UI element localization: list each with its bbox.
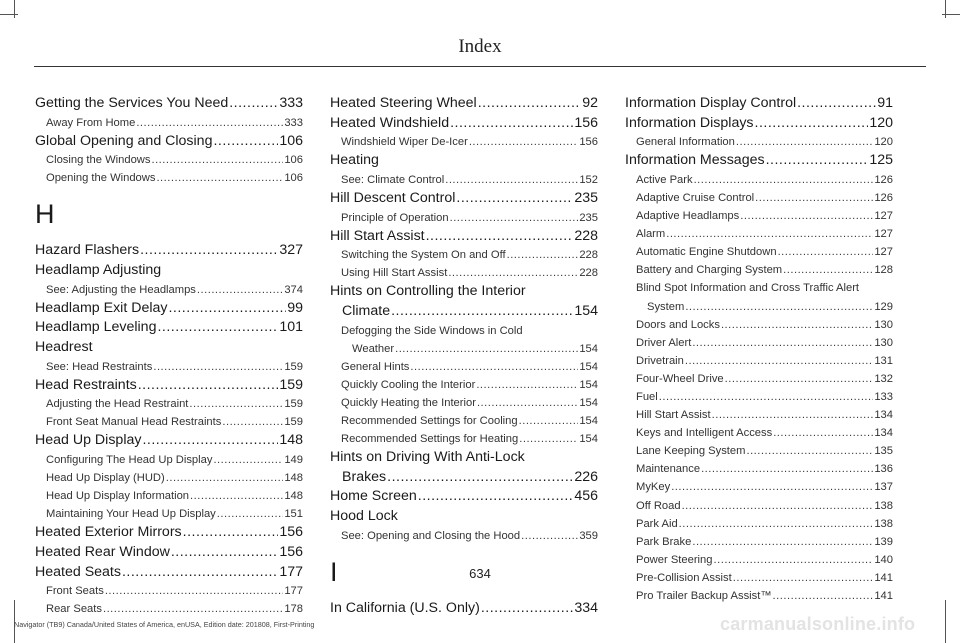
entry-label: Adjusting the Head Restraint <box>46 398 189 411</box>
entry-label: Head Up Display (HUD) <box>46 472 165 485</box>
dot-leader <box>140 241 278 261</box>
crop-mark <box>0 14 18 15</box>
dot-leader <box>157 318 278 338</box>
index-subentry[interactable] <box>35 151 303 169</box>
dot-leader <box>755 114 869 134</box>
dot-leader <box>391 302 573 322</box>
entry-label: Switching the System On and Off <box>341 249 506 262</box>
dot-leader <box>740 207 873 225</box>
entry-page-number: 101 <box>279 319 303 336</box>
entry-page-number: 137 <box>874 481 893 494</box>
index-letter-heading: H <box>35 199 55 230</box>
dot-leader <box>679 515 874 533</box>
header-rule <box>34 66 926 67</box>
entry-label: Information Messages <box>625 152 765 169</box>
entry-page-number: 139 <box>874 535 893 548</box>
entry-page-number: 156 <box>279 543 303 560</box>
index-subentry[interactable] <box>35 600 303 618</box>
dot-leader <box>217 505 284 523</box>
dot-leader <box>766 151 869 171</box>
dot-leader <box>213 132 278 152</box>
dot-leader <box>507 246 579 264</box>
entry-page-number: 154 <box>579 342 598 355</box>
entry-label: System <box>647 300 685 313</box>
index-subentry[interactable] <box>35 469 303 487</box>
entry-label: See: Head Restraints <box>46 360 153 373</box>
dot-leader <box>701 460 873 478</box>
index-subentry[interactable] <box>330 246 598 264</box>
entry-label: Away From Home <box>46 116 136 129</box>
entry-page-number: 159 <box>284 416 303 429</box>
entry-label: Recommended Settings for Cooling <box>341 415 518 428</box>
entry-label: Hill Start Assist <box>636 409 711 422</box>
entry-label: Quickly Heating the Interior <box>341 397 476 409</box>
entry-page-number: 154 <box>579 415 598 428</box>
dot-leader <box>105 582 284 600</box>
entry-page-number: 374 <box>284 283 303 296</box>
entry-label: Maintaining Your Head Up Display <box>46 508 216 521</box>
entry-page-number: 154 <box>579 397 598 409</box>
index-entry[interactable] <box>330 487 598 507</box>
index-subentry[interactable] <box>625 533 893 551</box>
index-subentry[interactable] <box>625 497 893 515</box>
entry-page-number: 140 <box>874 553 893 566</box>
entry-page-number: 177 <box>279 563 303 580</box>
dot-leader <box>666 225 873 243</box>
entry-page-number: 235 <box>579 211 598 224</box>
entry-label: Head Restraints <box>35 376 137 393</box>
entry-label: See: Climate Control <box>341 173 445 186</box>
index-subentry[interactable] <box>625 207 893 225</box>
entry-label: Head Up Display <box>35 432 142 449</box>
index-subentry[interactable] <box>330 171 598 189</box>
entry-page-number: 127 <box>874 246 893 259</box>
dot-leader <box>213 451 283 469</box>
entry-label: Keys and Intelligent Access <box>636 427 773 440</box>
entry-page-number: 148 <box>284 472 303 485</box>
entry-label: General Hints <box>341 360 410 373</box>
entry-label: Heated Windshield <box>330 114 450 131</box>
index-subentry[interactable] <box>35 451 303 469</box>
index-entry[interactable] <box>330 94 598 114</box>
entry-label: Information Displays <box>625 114 754 131</box>
dot-leader <box>197 281 283 299</box>
index-subentry[interactable] <box>330 340 598 358</box>
page-title: Index <box>458 36 502 57</box>
entry-label: Global Opening and Closing <box>35 132 213 149</box>
entry-page-number: 333 <box>284 116 303 129</box>
entry-page-number: 333 <box>279 95 303 111</box>
entry-page-number: 106 <box>284 172 303 185</box>
entry-page-number: 133 <box>874 391 893 403</box>
index-subentry[interactable] <box>625 316 893 334</box>
entry-page-number: 126 <box>874 173 893 186</box>
entry-page-number: 456 <box>574 488 598 505</box>
index-subentry[interactable] <box>330 430 598 448</box>
entry-page-number: 129 <box>874 300 893 313</box>
entry-label: Quickly Cooling the Interior <box>341 378 476 391</box>
dot-leader <box>168 299 286 319</box>
entry-label: Configuring The Head Up Display <box>46 454 213 466</box>
entry-page-number: 152 <box>579 173 598 186</box>
dot-leader <box>746 442 873 460</box>
entry-label: Park Aid <box>636 517 678 530</box>
index-subentry[interactable] <box>330 264 598 282</box>
index-subentry[interactable] <box>625 171 893 189</box>
dot-leader <box>426 227 574 247</box>
dot-leader <box>229 94 278 114</box>
dot-leader <box>692 533 873 551</box>
index-subentry[interactable] <box>625 261 893 279</box>
dot-leader <box>469 133 579 151</box>
entry-page-number: 134 <box>874 409 893 422</box>
index-subentry[interactable] <box>625 133 893 151</box>
index-entry[interactable] <box>35 523 303 543</box>
entry-page-number: 148 <box>284 490 303 503</box>
index-subentry[interactable] <box>35 358 303 376</box>
entry-page-number: 154 <box>579 378 598 391</box>
dot-leader <box>773 424 873 442</box>
index-entry[interactable] <box>35 431 303 451</box>
dot-leader <box>521 527 578 545</box>
entry-page-number: 156 <box>574 114 598 131</box>
dot-leader <box>797 94 876 114</box>
index-subentry[interactable] <box>35 114 303 132</box>
entry-label: Climate <box>342 303 391 320</box>
entry-page-number: 151 <box>284 508 303 521</box>
entry-label: Home Screen <box>330 488 417 505</box>
entry-label: Front Seats <box>46 585 104 598</box>
entry-page-number: 135 <box>874 445 893 458</box>
entry-page-number: 156 <box>579 136 598 149</box>
dot-leader <box>190 487 283 505</box>
dot-leader <box>222 413 283 431</box>
entry-page-number: 126 <box>874 191 893 204</box>
index-subentry[interactable] <box>625 515 893 533</box>
entry-page-number: 127 <box>874 210 893 223</box>
index-letter-heading: I <box>330 556 338 587</box>
entry-label: Heated Seats <box>35 563 121 580</box>
dot-leader <box>103 600 283 618</box>
dot-leader <box>519 430 578 448</box>
index-entry-heading: Heating <box>330 152 379 169</box>
entry-label: Four-Wheel Drive <box>636 372 724 385</box>
entry-label: Pre-Collision Assist <box>636 571 732 584</box>
entry-label: Alarm <box>636 228 666 241</box>
crop-mark <box>945 600 946 643</box>
watermark: carmanualsonline.info <box>720 614 916 634</box>
entry-page-number: 226 <box>574 468 598 485</box>
entry-label: Driver Alert <box>636 336 692 349</box>
entry-page-number: 120 <box>869 114 893 131</box>
dot-leader <box>189 395 283 413</box>
index-entry[interactable] <box>330 114 598 134</box>
entry-page-number: 130 <box>874 318 893 331</box>
entry-page-number: 141 <box>874 571 893 584</box>
index-entry[interactable] <box>35 318 303 338</box>
entry-page-number: 228 <box>574 227 598 244</box>
entry-page-number: 106 <box>284 154 303 167</box>
dot-leader <box>778 243 874 261</box>
index-entry[interactable] <box>330 189 598 209</box>
entry-label: See: Opening and Closing the Hood <box>341 529 521 542</box>
entry-page-number: 91 <box>877 95 893 111</box>
entry-label: Hill Start Assist <box>330 227 425 244</box>
crop-mark <box>945 0 946 18</box>
index-entry[interactable] <box>35 241 303 261</box>
entry-label: Adaptive Headlamps <box>636 210 740 223</box>
index-entry[interactable] <box>625 94 893 114</box>
entry-page-number: 130 <box>874 336 893 349</box>
index-subentry[interactable] <box>35 487 303 505</box>
dot-leader <box>685 298 873 316</box>
entry-label: Opening the Windows <box>46 172 156 185</box>
index-entry[interactable] <box>330 599 598 619</box>
dot-leader <box>692 334 873 352</box>
entry-label: Getting the Services You Need <box>35 95 229 111</box>
dot-leader <box>725 370 874 388</box>
index-subentry[interactable] <box>625 388 893 406</box>
dot-leader <box>685 352 873 370</box>
dot-leader <box>156 169 283 187</box>
entry-page-number: 228 <box>579 249 598 262</box>
entry-label: Off Road <box>636 499 681 512</box>
entry-label: Headlamp Leveling <box>35 319 157 336</box>
entry-label: Hazard Flashers <box>35 242 140 259</box>
entry-page-number: 127 <box>874 228 893 241</box>
index-subentry-heading: Blind Spot Information and Cross Traffic Alert <box>636 282 860 295</box>
dot-leader <box>151 151 283 169</box>
index-entry[interactable] <box>330 468 598 488</box>
entry-page-number: 177 <box>284 585 303 598</box>
entry-label: Recommended Settings for Heating <box>341 433 519 446</box>
entry-page-number: 159 <box>279 376 303 393</box>
index-column-3 <box>625 94 893 605</box>
index-subentry[interactable] <box>330 376 598 394</box>
entry-page-number: 99 <box>287 299 303 316</box>
entry-label: Front Seat Manual Head Restraints <box>46 416 222 429</box>
entry-page-number: 154 <box>579 360 598 373</box>
dot-leader <box>671 478 873 496</box>
entry-label: Heated Exterior Mirrors <box>35 524 182 541</box>
index-subentry[interactable] <box>625 334 893 352</box>
index-subentry[interactable] <box>35 505 303 523</box>
entry-label: Park Brake <box>636 535 692 548</box>
dot-leader <box>136 114 283 132</box>
index-subentry[interactable] <box>35 281 303 299</box>
entry-label: Fuel <box>636 391 658 403</box>
entry-label: In California (U.S. Only) <box>330 599 480 616</box>
dot-leader <box>755 189 873 207</box>
index-subentry[interactable] <box>625 370 893 388</box>
page-number: 634 <box>469 566 491 581</box>
footer-text: Navigator (TB9) Canada/United States of America, enUSA, Edition date: 201808, First-Printing <box>14 620 315 629</box>
entry-label: MyKey <box>636 481 671 494</box>
index-entry-heading: Hints on Driving With Anti-Lock <box>330 449 525 466</box>
entry-page-number: 327 <box>279 242 303 259</box>
entry-label: Active Park <box>636 173 693 186</box>
index-subentry[interactable] <box>330 358 598 376</box>
entry-label: Power Steering <box>636 553 713 566</box>
entry-page-number: 334 <box>574 599 598 616</box>
entry-label: Principle of Operation <box>341 211 449 224</box>
entry-page-number: 228 <box>579 267 598 280</box>
dot-leader <box>418 487 574 507</box>
entry-page-number: 159 <box>284 398 303 411</box>
entry-label: Doors and Locks <box>636 318 720 331</box>
index-subentry[interactable] <box>625 587 893 605</box>
entry-page-number: 106 <box>279 132 303 149</box>
entry-page-number: 235 <box>574 189 598 206</box>
dot-leader <box>445 171 578 189</box>
index-subentry[interactable] <box>330 527 598 545</box>
entry-label: Using Hill Start Assist <box>341 267 448 280</box>
entry-label: Automatic Engine Shutdown <box>636 246 777 259</box>
entry-label: Adaptive Cruise Control <box>636 191 755 204</box>
dot-leader <box>477 394 578 412</box>
entry-label: Weather <box>352 342 395 355</box>
entry-label: Brakes <box>342 468 387 485</box>
dot-leader <box>166 469 284 487</box>
entry-label: Heated Rear Window <box>35 543 170 560</box>
index-subentry[interactable] <box>35 582 303 600</box>
entry-label: Drivetrain <box>636 354 684 367</box>
entry-page-number: 132 <box>874 372 893 385</box>
index-subentry[interactable] <box>625 298 893 316</box>
index-subentry[interactable] <box>35 413 303 431</box>
entry-page-number: 156 <box>279 524 303 541</box>
entry-label: Headlamp Exit Delay <box>35 299 168 316</box>
entry-label: Lane Keeping System <box>636 445 746 458</box>
dot-leader <box>142 431 278 451</box>
dot-leader <box>387 468 573 488</box>
index-entry[interactable] <box>35 543 303 563</box>
entry-page-number: 120 <box>874 136 893 149</box>
entry-page-number: 154 <box>574 303 598 320</box>
index-entry[interactable] <box>625 114 893 134</box>
entry-page-number: 128 <box>874 264 893 277</box>
index-entry[interactable] <box>330 302 598 322</box>
entry-label: Battery and Charging System <box>636 264 783 277</box>
entry-label: Maintenance <box>636 463 701 476</box>
entry-label: Pro Trailer Backup Assist™ <box>636 590 772 603</box>
dot-leader <box>682 497 874 515</box>
dot-leader <box>450 209 579 227</box>
index-entry-heading: Hood Lock <box>330 508 398 525</box>
dot-leader <box>783 261 873 279</box>
index-entry[interactable] <box>35 299 303 319</box>
crop-mark <box>14 0 15 18</box>
index-column-1 <box>35 94 303 618</box>
index-entry[interactable] <box>35 94 303 114</box>
entry-page-number: 138 <box>874 517 893 530</box>
entry-page-number: 134 <box>874 427 893 440</box>
index-subentry[interactable] <box>330 133 598 151</box>
entry-label: See: Adjusting the Headlamps <box>46 283 196 296</box>
index-subentry-heading: Defogging the Side Windows in Cold <box>341 324 523 337</box>
index-column-2 <box>330 94 598 618</box>
entry-page-number: 92 <box>582 95 598 111</box>
index-entry-heading: Headrest <box>35 338 93 355</box>
entry-label: General Information <box>636 136 735 149</box>
index-subentry[interactable] <box>625 225 893 243</box>
index-entry[interactable] <box>330 227 598 247</box>
index-subentry[interactable] <box>35 169 303 187</box>
index-subentry[interactable] <box>625 243 893 261</box>
entry-page-number: 131 <box>874 354 893 367</box>
index-entry-heading: Hints on Controlling the Interior <box>330 283 526 300</box>
dot-leader <box>476 376 578 394</box>
index-entry-heading: Headlamp Adjusting <box>35 262 162 279</box>
dot-leader <box>478 94 582 114</box>
dot-leader <box>395 340 578 358</box>
entry-label: Hill Descent Control <box>330 189 456 206</box>
entry-label: Head Up Display Information <box>46 490 190 503</box>
entry-page-number: 136 <box>874 463 893 476</box>
entry-label: Information Display Control <box>625 95 797 111</box>
index-subentry[interactable] <box>625 442 893 460</box>
index-subentry[interactable] <box>625 352 893 370</box>
entry-label: Windshield Wiper De-Icer <box>341 136 468 149</box>
index-entry[interactable] <box>625 151 893 171</box>
entry-page-number: 178 <box>284 603 303 616</box>
dot-leader <box>171 543 278 563</box>
entry-page-number: 141 <box>874 590 893 603</box>
entry-label: Closing the Windows <box>46 154 151 167</box>
index-subentry[interactable] <box>625 424 893 442</box>
index-entry[interactable] <box>35 376 303 396</box>
index-entry[interactable] <box>35 132 303 152</box>
dot-leader <box>659 388 874 406</box>
entry-page-number: 159 <box>284 360 303 373</box>
dot-leader <box>138 376 279 396</box>
entry-page-number: 148 <box>279 432 303 449</box>
dot-leader <box>736 133 873 151</box>
dot-leader <box>183 523 279 543</box>
index-subentry[interactable] <box>625 406 893 424</box>
index-subentry[interactable] <box>625 478 893 496</box>
index-subentry[interactable] <box>35 395 303 413</box>
dot-leader <box>773 587 874 605</box>
dot-leader <box>519 412 579 430</box>
entry-page-number: 125 <box>869 152 893 169</box>
index-subentry[interactable] <box>625 460 893 478</box>
entry-page-number: 149 <box>284 454 303 466</box>
dot-leader <box>448 264 578 282</box>
dot-leader <box>481 599 574 619</box>
index-subentry[interactable] <box>330 394 598 412</box>
index-subentry[interactable] <box>330 209 598 227</box>
dot-leader <box>153 358 283 376</box>
entry-label: Rear Seats <box>46 603 102 616</box>
entry-page-number: 359 <box>579 529 598 542</box>
dot-leader <box>712 406 874 424</box>
entry-label: Heated Steering Wheel <box>330 95 477 111</box>
entry-page-number: 154 <box>579 433 598 446</box>
entry-page-number: 138 <box>874 499 893 512</box>
dot-leader <box>410 358 578 376</box>
index-subentry[interactable] <box>330 412 598 430</box>
index-subentry[interactable] <box>625 189 893 207</box>
dot-leader <box>450 114 573 134</box>
dot-leader <box>694 171 874 189</box>
dot-leader <box>721 316 873 334</box>
dot-leader <box>456 189 573 209</box>
